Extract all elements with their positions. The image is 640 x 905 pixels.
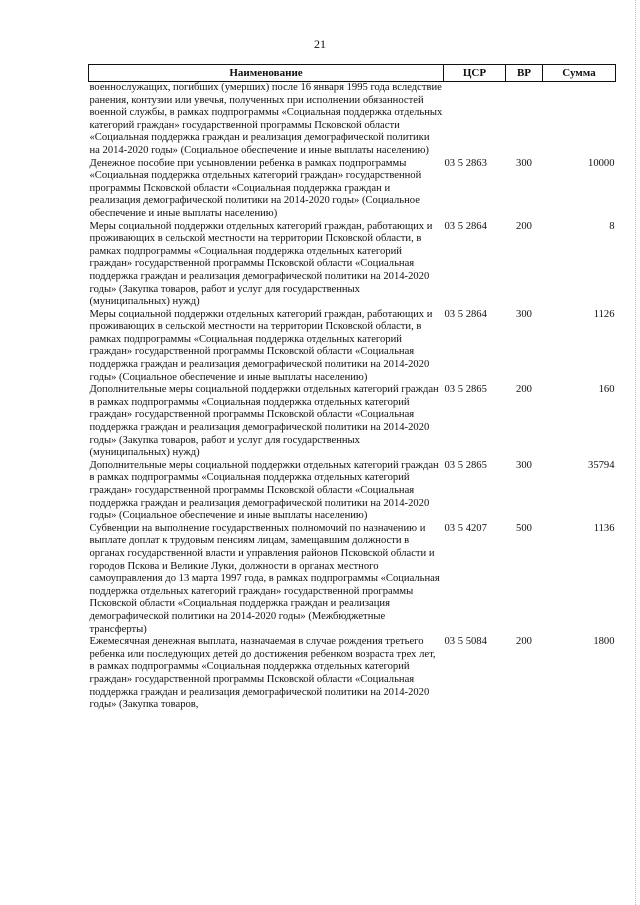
row-vr: 200 <box>516 220 532 232</box>
row-sum <box>543 82 616 158</box>
row-vr: 300 <box>516 459 532 471</box>
row-csr: 03 5 5084 <box>444 636 487 648</box>
table-row <box>89 221 616 309</box>
row-csr: 03 5 2863 <box>444 157 487 169</box>
row-sum: 1136 <box>593 522 615 534</box>
budget-table <box>88 64 616 712</box>
column-header-sum: Сумма <box>543 65 616 82</box>
row-vr <box>506 82 543 158</box>
row-vr: 300 <box>516 308 532 320</box>
row-name: Дополнительные меры социальной поддержки отдельных категорий граждан в рамках подпрограммы «Социальная поддержка отдельных категорий граждан» государственной программы Псковской области «Социальная поддержка граждан и реализация демографической политики на 2014-2020 годы» (Закупка товаров, работ и услуг для государственных (муниципальных) нужд) <box>89 384 439 459</box>
row-sum: 8 <box>609 220 615 232</box>
row-vr: 300 <box>516 157 532 169</box>
table-row <box>89 309 616 385</box>
row-csr: 03 5 4207 <box>444 522 487 534</box>
row-name: Дополнительные меры социальной поддержки отдельных категорий граждан в рамках подпрограммы «Социальная поддержка отдельных категорий граждан» государственной программы Псковской области «Социальная поддержка граждан и реализация демографической политики на 2014-2020 годы» (Социальное обеспечение и иные выплаты населению) <box>89 459 439 522</box>
row-sum: 1126 <box>593 308 615 320</box>
table-row <box>89 158 616 221</box>
row-sum: 10000 <box>588 157 615 169</box>
table-header-row <box>89 65 616 82</box>
row-csr: 03 5 2864 <box>444 220 487 232</box>
row-csr: 03 5 2864 <box>444 308 487 320</box>
table-row <box>89 460 616 523</box>
row-sum: 1800 <box>593 636 615 648</box>
scan-edge-line <box>635 0 637 905</box>
row-vr: 200 <box>516 636 532 648</box>
row-csr <box>444 82 506 158</box>
table-row <box>89 384 616 460</box>
row-vr: 200 <box>516 384 532 396</box>
column-header-vr: ВР <box>506 65 543 82</box>
table-row <box>89 523 616 636</box>
row-csr: 03 5 2865 <box>444 384 487 396</box>
column-header-name: Наименование <box>89 65 444 82</box>
row-sum: 35794 <box>588 459 615 471</box>
row-sum: 160 <box>598 384 615 396</box>
row-name: Меры социальной поддержки отдельных категорий граждан, работающих и проживающих в сельской местности на территории Псковской области, в рамках подпрограммы «Социальная поддержка отдельных категорий граждан» государственной программы Псковской области «Социальная поддержка граждан и реализация демографической политики на 2014-2020 годы» (Закупка товаров, работ и услуг для государственных (муниципальных) нужд) <box>89 220 433 308</box>
row-name: Меры социальной поддержки отдельных категорий граждан, работающих и проживающих в сельской местности на территории Псковской области, в рамках подпрограммы «Социальная поддержка отдельных категорий граждан» государственной программы Псковской области «Социальная поддержка граждан и реализация демографической политики на 2014-2020 годы» (Социальное обеспечение и иные выплаты населению) <box>89 308 433 383</box>
row-name: Ежемесячная денежная выплата, назначаемая в случае рождения третьего ребенка или последующих детей до достижения ребенком возраста трех лет, в рамках подпрограммы «Социальная поддержка отдельных категорий граждан» государственной программы Псковской области «Социальная поддержка граждан и реализация демографической политики на 2014-2020 годы» (Закупка товаров, <box>89 636 436 711</box>
page-number: 21 <box>314 37 326 51</box>
row-name: Субвенции на выполнение государственных полномочий по назначению и выплате доплат к трудовым пенсиям лицам, замещавшим должности в органах государственной власти и управления районов Псковской области и городов Пскова и Великие Луки, должности в органах местного самоуправления до 13 марта 1997 года, в рамках подпрограммы «Социальная поддержка отдельных категорий граждан» государственной программы Псковской области «Социальная поддержка граждан и реализация демографической политики на 2014-2020 годы» (Межбюджетные трансферты) <box>89 522 440 635</box>
table-row <box>89 636 616 712</box>
row-name: Денежное пособие при усыновлении ребенка в рамках подпрограммы «Социальная поддержка отдельных категорий граждан» государственной программы Псковской области «Социальная поддержка граждан и реализация демографической политики на 2014-2020 годы» (Социальное обеспечение и иные выплаты населению) <box>89 157 422 219</box>
row-name: военнослужащих, погибших (умерших) после 16 января 1995 года вследствие ранения, контузии или увечья, полученных при исполнении обязанностей военной службы, в рамках подпрограммы «Социальная поддержка отдельных категорий граждан» государственной программы Псковской области «Социальная поддержка граждан и реализация демографической политики на 2014-2020 годы» (Социальное обеспечение и иные выплаты населению) <box>89 82 443 156</box>
row-csr: 03 5 2865 <box>444 459 487 471</box>
row-vr: 500 <box>516 522 532 534</box>
table-row <box>89 82 616 158</box>
column-header-csr: ЦСР <box>444 65 506 82</box>
